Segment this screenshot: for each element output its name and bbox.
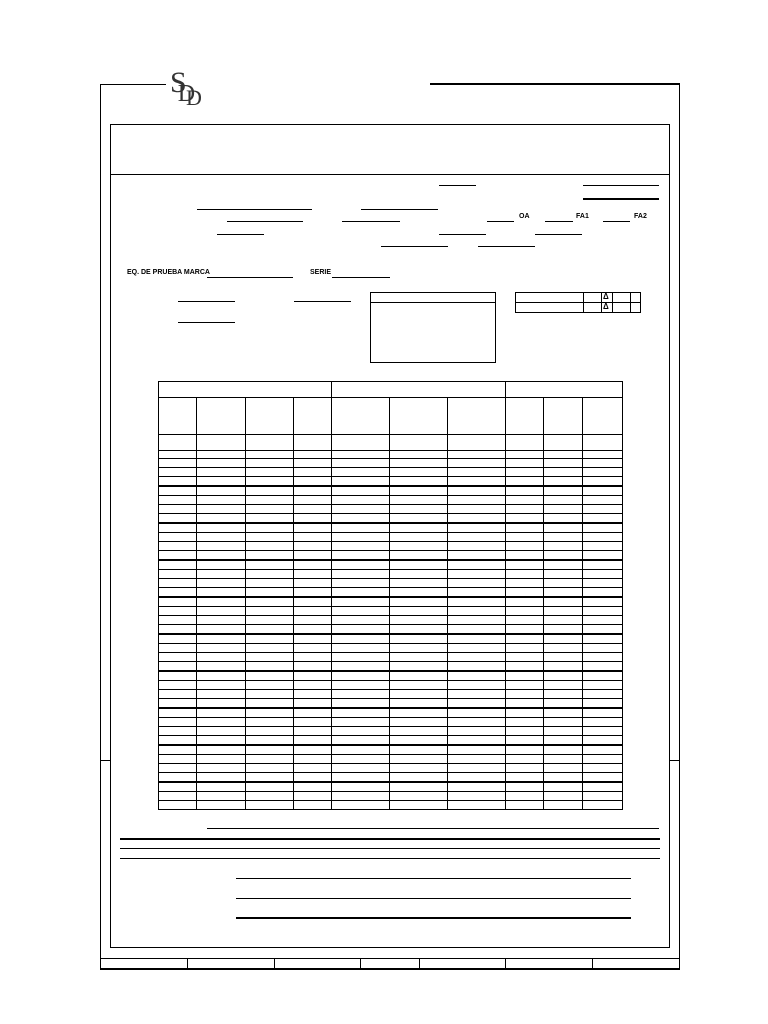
table-row bbox=[159, 671, 623, 681]
table-row bbox=[159, 616, 623, 625]
table-row bbox=[159, 754, 623, 763]
table-row bbox=[159, 644, 623, 653]
table-row bbox=[159, 514, 623, 524]
table-row bbox=[159, 800, 623, 809]
table-row bbox=[159, 523, 623, 533]
table-row bbox=[159, 496, 623, 505]
table-row bbox=[159, 782, 623, 792]
table-header-row bbox=[159, 382, 623, 398]
serie-field[interactable] bbox=[332, 277, 390, 278]
table-row bbox=[159, 450, 623, 459]
measurement-table bbox=[158, 381, 623, 810]
table-row bbox=[159, 597, 623, 607]
table-row bbox=[159, 726, 623, 735]
table-row bbox=[159, 477, 623, 487]
table-row bbox=[159, 533, 623, 542]
test-equipment-label: EQ. DE PRUEBA MARCA bbox=[127, 269, 210, 276]
table-row bbox=[159, 735, 623, 745]
table-row bbox=[159, 652, 623, 661]
table-row bbox=[159, 542, 623, 551]
table-header-row bbox=[159, 434, 623, 450]
table-header-row bbox=[159, 397, 623, 434]
table-row bbox=[159, 624, 623, 634]
table-row bbox=[159, 550, 623, 560]
table-row bbox=[159, 698, 623, 708]
table-row bbox=[159, 459, 623, 468]
table-row bbox=[159, 607, 623, 616]
table-row bbox=[159, 708, 623, 718]
table-row bbox=[159, 661, 623, 671]
table-row bbox=[159, 579, 623, 588]
table-row bbox=[159, 560, 623, 570]
table-row bbox=[159, 587, 623, 597]
table-row bbox=[159, 681, 623, 690]
table-row bbox=[159, 763, 623, 772]
test-equipment-field[interactable] bbox=[207, 277, 293, 278]
company-logo: SDD bbox=[170, 66, 193, 110]
table-row bbox=[159, 745, 623, 755]
table-row bbox=[159, 772, 623, 782]
table-row bbox=[159, 468, 623, 477]
table-row bbox=[159, 486, 623, 496]
table-row bbox=[159, 570, 623, 579]
delta-symbol-1: Δ bbox=[603, 292, 609, 301]
table-row bbox=[159, 689, 623, 698]
fa1-label: FA1 bbox=[576, 213, 589, 220]
delta-symbol-2: Δ bbox=[603, 302, 609, 311]
table-row bbox=[159, 505, 623, 514]
serie-label: SERIE bbox=[310, 269, 332, 276]
fa2-label: FA2 bbox=[634, 213, 647, 220]
table-row bbox=[159, 634, 623, 644]
oa-label: OA bbox=[519, 213, 530, 220]
table-row bbox=[159, 791, 623, 800]
table-row bbox=[159, 718, 623, 727]
